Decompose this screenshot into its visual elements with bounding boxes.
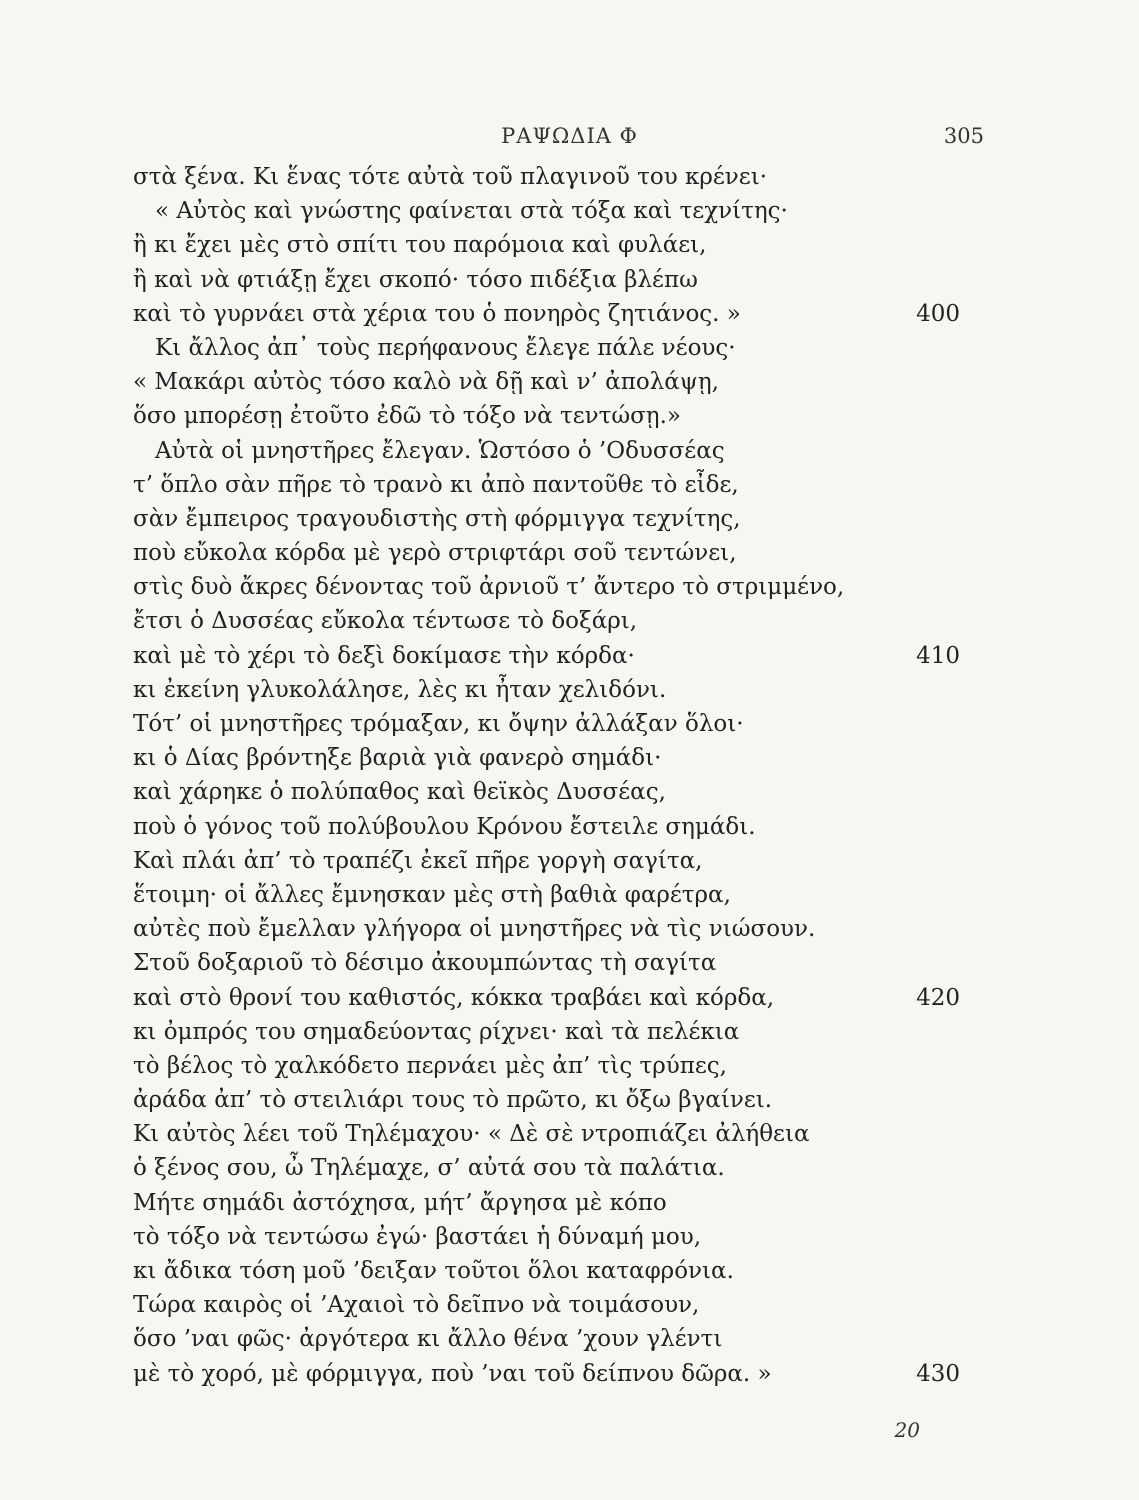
verse-line: [0, 331, 1139, 365]
verse-text: ἢ καὶ νὰ φτιάξῃ ἔχει σκοπό· τόσο πιδέξια βλέπω: [133, 266, 698, 293]
verse-line: [0, 1083, 1139, 1117]
verse-line: [0, 365, 1139, 399]
verse-line: [0, 912, 1139, 946]
running-header-title: ΡΑΨΩΔΙΑ Φ: [501, 124, 638, 148]
verse-line: [0, 981, 1139, 1015]
verse-text: « Μακάρι αὐτὸς τόσο καλὸ νὰ δῇ καὶ ν’ ἀπολάψῃ,: [133, 369, 719, 396]
page-number: 305: [943, 124, 984, 148]
verse-text: τ’ ὅπλο σὰν πῆρε τὸ τρανὸ κι ἀπὸ παντοῦθε τὸ εἶδε,: [133, 471, 739, 498]
verse-text: καὶ στὸ θρονί του καθιστός, κόκκα τραβάει καὶ κόρδα,: [133, 984, 775, 1011]
verse-text: κι ὀμπρός του σημαδεύοντας ρίχνει· καὶ τὰ πελέκια: [133, 1018, 740, 1045]
verse-text: αὐτὲς ποὺ ἔμελλαν γλήγορα οἱ μνηστῆρες νὰ τὶς νιώσουν.: [133, 916, 816, 943]
line-number: 400: [916, 300, 960, 327]
line-number: 430: [916, 1360, 960, 1387]
verse-line: [0, 639, 1139, 673]
verse-line: [0, 297, 1139, 331]
verse-line: [0, 707, 1139, 741]
verse-text: ὁ ξένος σου, ὦ Τηλέμαχε, σ’ αὐτά σου τὰ παλάτια.: [133, 1155, 725, 1182]
verse-line: [0, 1288, 1139, 1322]
verse-text: ἕτοιμη· οἱ ἄλλες ἔμνησκαν μὲς στὴ βαθιὰ φαρέτρα,: [133, 881, 731, 908]
verse-text: ἀράδα ἀπ’ τὸ στειλιάρι τους τὸ πρῶτο, κι ὄξω βγαίνει.: [133, 1087, 773, 1114]
verse-line: [0, 1151, 1139, 1185]
verse-text: καὶ μὲ τὸ χέρι τὸ δεξὶ δοκίμασε τὴν κόρδα·: [133, 642, 635, 669]
verse-text: στὶς δυὸ ἄκρες δένοντας τοῦ ἀρνιοῦ τ’ ἄντερο τὸ στριμμένο,: [133, 574, 845, 601]
signature-mark: 20: [894, 1418, 920, 1442]
line-number: 420: [916, 984, 960, 1011]
verse-text: κι ὁ Δίας βρόντηξε βαριὰ γιὰ φανερὸ σημάδι·: [133, 745, 662, 772]
verse-line: [0, 502, 1139, 536]
verse-line: [0, 1015, 1139, 1049]
verse-text: Καὶ πλάι ἀπ’ τὸ τραπέζι ἐκεῖ πῆρε γοργὴ σαγίτα,: [133, 847, 703, 874]
verse-line: [0, 946, 1139, 980]
verse-line: [0, 434, 1139, 468]
verse-line: [0, 741, 1139, 775]
verse-line: [0, 1186, 1139, 1220]
verse-text: « Αὐτὸς καὶ γνώστης φαίνεται στὰ τόξα καὶ τεχνίτης·: [155, 198, 788, 225]
verse-line: [0, 775, 1139, 809]
verse-line: [0, 1049, 1139, 1083]
verse-line: [0, 228, 1139, 262]
line-number: 410: [916, 642, 960, 669]
verse-text: μὲ τὸ χορό, μὲ φόρμιγγα, ποὺ ’ναι τοῦ δείπνου δῶρα. »: [133, 1360, 772, 1387]
verse-text: Μήτε σημάδι ἀστόχησα, μήτ’ ἄργησα μὲ κόπο: [133, 1189, 667, 1216]
verse-text: Κι αὐτὸς λέει τοῦ Τηλέμαχου· « Δὲ σὲ ντροπιάζει ἀλήθεια: [133, 1121, 810, 1148]
verse-text: Τώρα καιρὸς οἱ ’Αχαιοὶ τὸ δεῖπνο νὰ τοιμάσουν,: [133, 1292, 700, 1319]
verse-line: [0, 468, 1139, 502]
verse-line: [0, 194, 1139, 228]
verse-line: [0, 1322, 1139, 1356]
verse-text: σὰν ἔμπειρος τραγουδιστὴς στὴ φόρμιγγα τεχνίτης,: [133, 505, 741, 532]
verse-text: ποὺ ὁ γόνος τοῦ πολύβουλου Κρόνου ἔστειλε σημάδι.: [133, 813, 756, 840]
verse-line: [0, 570, 1139, 604]
verse-text: Αὐτὰ οἱ μνηστῆρες ἔλεγαν. Ὡστόσο ὁ ’Οδυσσέας: [155, 437, 725, 464]
verse-line: [0, 263, 1139, 297]
verse-line: [0, 1254, 1139, 1288]
verse-line: [0, 399, 1139, 433]
verse-line: [0, 844, 1139, 878]
verse-line: [0, 536, 1139, 570]
verse-text: στὰ ξένα. Κι ἕνας τότε αὐτὰ τοῦ πλαγινοῦ του κρένει·: [133, 164, 768, 190]
verse-line: [0, 810, 1139, 844]
poem-text-block: [0, 160, 1139, 1391]
verse-text: ὅσο ’ναι φῶς· ἀργότερα κι ἄλλο θένα ’χουν γλέντι: [133, 1326, 723, 1353]
verse-text: τὸ βέλος τὸ χαλκόδετο περνάει μὲς ἀπ’ τὶς τρύπες,: [133, 1052, 727, 1079]
verse-text: ἔτσι ὁ Δυσσέας εὔκολα τέντωσε τὸ δοξάρι,: [133, 608, 638, 635]
verse-line: [0, 1220, 1139, 1254]
verse-line: [0, 1117, 1139, 1151]
verse-line: [0, 604, 1139, 638]
verse-text: ὅσο μπορέσῃ ἐτοῦτο ἐδῶ τὸ τόξο νὰ τεντώσῃ.»: [133, 403, 681, 430]
verse-text: κι ἄδικα τόση μοῦ ’δειξαν τοῦτοι ὅλοι καταφρόνια.: [133, 1258, 734, 1284]
verse-text: Τότ’ οἱ μνηστῆρες τρόμαξαν, κι ὄψην ἀλλάξαν ὅλοι·: [133, 711, 744, 737]
verse-line: [0, 878, 1139, 912]
verse-text: ποὺ εὔκολα κόρδα μὲ γερὸ στριφτάρι σοῦ τεντώνει,: [133, 540, 737, 567]
verse-line: [0, 160, 1139, 194]
verse-text: τὸ τόξο νὰ τεντώσω ἐγώ· βαστάει ἡ δύναμή μου,: [133, 1223, 702, 1250]
verse-line: [0, 673, 1139, 707]
verse-line: [0, 1357, 1139, 1391]
verse-text: ἢ κι ἔχει μὲς στὸ σπίτι του παρόμοια καὶ φυλάει,: [133, 232, 707, 259]
verse-text: καὶ τὸ γυρνάει στὰ χέρια του ὁ πονηρὸς ζητιάνος. »: [133, 300, 741, 327]
verse-text: καὶ χάρηκε ὁ πολύπαθος καὶ θεϊκὸς Δυσσέας,: [133, 779, 666, 806]
verse-text: κι ἐκείνη γλυκολάλησε, λὲς κι ἦταν χελιδόνι.: [133, 676, 667, 703]
verse-text: Στοῦ δοξαριοῦ τὸ δέσιμο ἀκουμπώντας τὴ σαγίτα: [133, 950, 717, 977]
verse-text: Κι ἄλλος ἀπ᾽ τοὺς περήφανους ἔλεγε πάλε νέους·: [155, 334, 736, 361]
